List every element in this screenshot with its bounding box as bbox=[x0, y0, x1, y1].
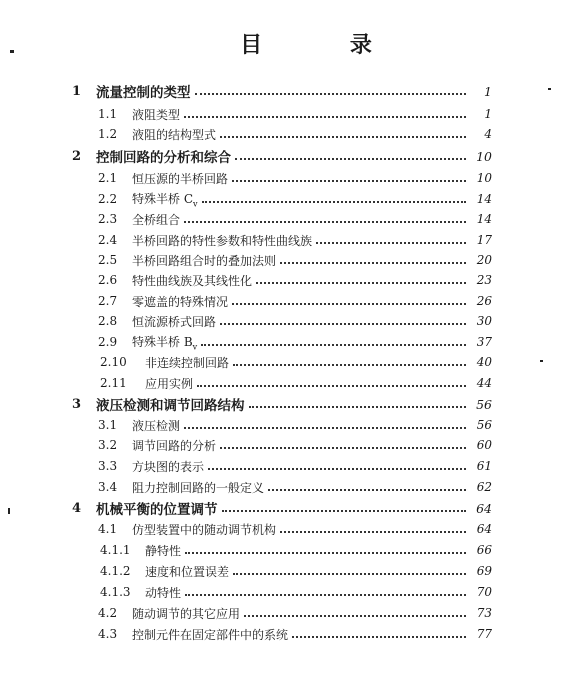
toc-entry-number: 2 bbox=[72, 148, 82, 164]
toc-entry-number: 2.9 bbox=[98, 335, 118, 349]
toc-entry bbox=[0, 394, 572, 414]
dot-leader bbox=[197, 385, 466, 387]
toc-entry-title: 非连续控制回路 bbox=[145, 355, 230, 370]
dot-leader bbox=[185, 552, 466, 554]
toc-entry bbox=[0, 189, 572, 209]
toc-entry-page: 10 bbox=[476, 148, 492, 164]
toc-entry bbox=[0, 168, 572, 188]
toc-entry-title: 半桥回路的特性参数和特性曲线族 bbox=[132, 233, 313, 248]
dot-leader bbox=[316, 242, 466, 244]
toc-entry-number: 2.3 bbox=[98, 212, 118, 226]
dot-leader bbox=[232, 180, 466, 182]
dot-leader bbox=[233, 573, 466, 575]
toc-entry-page: 62 bbox=[476, 480, 492, 494]
toc-entry-number: 2.7 bbox=[98, 294, 118, 308]
toc-entry-page: 26 bbox=[476, 294, 492, 308]
toc-entry-page: 4 bbox=[484, 127, 492, 141]
toc-entry-page: 30 bbox=[476, 314, 492, 328]
toc-entry-title: 机械平衡的位置调节 bbox=[96, 502, 218, 518]
toc-entry-number: 1 bbox=[72, 83, 82, 99]
toc-entry-number: 2.10 bbox=[100, 355, 127, 369]
toc-entry bbox=[0, 209, 572, 229]
toc-entry-page: 61 bbox=[476, 459, 492, 473]
toc-entry-number: 4.3 bbox=[98, 627, 118, 641]
toc-entry-page: 1 bbox=[484, 107, 492, 121]
toc-entry-subscript: v bbox=[193, 199, 198, 209]
dot-leader bbox=[184, 221, 466, 223]
toc-entry-number: 4.2 bbox=[98, 606, 118, 620]
toc-entry bbox=[0, 415, 572, 435]
toc-entry-title: 液阻的结构型式 bbox=[132, 127, 217, 142]
toc-entry-page: 73 bbox=[476, 606, 492, 620]
dot-leader bbox=[232, 303, 466, 305]
toc-entry bbox=[0, 561, 572, 581]
toc-entry-title: 液压检测 bbox=[132, 418, 181, 433]
toc-entry bbox=[0, 540, 572, 560]
toc-entry-number: 4.1.3 bbox=[100, 585, 131, 599]
toc-entry-title: 阻力控制回路的一般定义 bbox=[132, 480, 265, 495]
dot-leader bbox=[184, 427, 466, 429]
toc-entry-page: 66 bbox=[476, 543, 492, 557]
dot-leader bbox=[280, 262, 466, 264]
toc-entry bbox=[0, 146, 572, 166]
toc-entry-title: 恒流源桥式回路 bbox=[132, 314, 217, 329]
toc-entry-title: 液阻类型 bbox=[132, 107, 181, 122]
toc-entry-number: 2.2 bbox=[98, 192, 118, 206]
toc-entry bbox=[0, 435, 572, 455]
toc-entry-number: 2.8 bbox=[98, 314, 118, 328]
toc-entry bbox=[0, 603, 572, 623]
toc-entry bbox=[0, 519, 572, 539]
toc-entry-title: 特殊半桥 $C_v$ bbox=[132, 191, 198, 209]
toc-entry-page: 14 bbox=[476, 192, 492, 206]
toc-entry bbox=[0, 270, 572, 290]
toc-entry-number: 3.1 bbox=[98, 418, 118, 432]
toc-entry-subscript: v bbox=[192, 342, 198, 352]
toc-entry-title: 液压检测和调节回路结构 bbox=[96, 398, 245, 414]
dot-leader bbox=[220, 323, 466, 325]
toc-entry-page: 20 bbox=[476, 253, 492, 267]
dot-leader bbox=[220, 447, 466, 449]
toc-entry-title: 应用实例 bbox=[145, 376, 194, 391]
toc-entry bbox=[0, 624, 572, 644]
dot-leader bbox=[235, 158, 466, 160]
dot-leader bbox=[249, 406, 466, 408]
dot-leader bbox=[268, 489, 466, 491]
toc-entry-number: 2.5 bbox=[98, 253, 118, 267]
toc-entry-page: 37 bbox=[476, 335, 492, 349]
dot-leader bbox=[244, 615, 466, 617]
toc-entry-page: 17 bbox=[476, 233, 492, 247]
toc-entry bbox=[0, 104, 572, 124]
toc-entry-number: 4.1 bbox=[98, 522, 118, 536]
dot-leader bbox=[220, 136, 466, 138]
toc-entry-page: 10 bbox=[476, 171, 492, 185]
toc-entry-page: 40 bbox=[476, 355, 492, 369]
toc-entry-title: 调节回路的分析 bbox=[132, 438, 217, 453]
dot-leader bbox=[202, 201, 466, 203]
toc-entry-number: 4.1.2 bbox=[100, 564, 131, 578]
toc-entry-title: 半桥回路组合时的叠加法则 bbox=[132, 253, 277, 268]
toc-entry bbox=[0, 373, 572, 393]
dot-leader bbox=[195, 93, 466, 95]
toc-entry-title: 流量控制的类型 bbox=[96, 85, 191, 101]
toc-entry-number: 2.4 bbox=[98, 233, 118, 247]
toc-entry-title: 静特性 bbox=[145, 543, 182, 558]
toc-entry-page: 56 bbox=[476, 418, 492, 432]
toc-entry-page: 60 bbox=[476, 438, 492, 452]
toc-entry bbox=[0, 250, 572, 270]
toc-entry bbox=[0, 498, 572, 518]
toc-entry-title: 特殊半桥 $B_v$ bbox=[132, 334, 198, 352]
toc-entry-page: 77 bbox=[476, 627, 492, 641]
toc-entry bbox=[0, 311, 572, 331]
toc-entry-page: 56 bbox=[476, 396, 492, 412]
toc-entry-title: 恒压源的半桥回路 bbox=[132, 171, 229, 186]
dot-leader bbox=[280, 531, 466, 533]
toc-entry-title: 随动调节的其它应用 bbox=[132, 606, 241, 621]
toc-entry-page: 70 bbox=[476, 585, 492, 599]
toc-entry-number: 1.1 bbox=[98, 107, 118, 121]
dot-leader bbox=[208, 468, 466, 470]
toc-entry bbox=[0, 332, 572, 352]
toc-entry-number: 1.2 bbox=[98, 127, 118, 141]
toc-entry bbox=[0, 477, 572, 497]
toc-entry-title: 控制元件在固定部件中的系统 bbox=[132, 627, 289, 642]
toc-entry bbox=[0, 352, 572, 372]
toc-entry bbox=[0, 456, 572, 476]
toc-entry-page: 69 bbox=[476, 564, 492, 578]
toc-entry bbox=[0, 124, 572, 144]
toc-entry-page: 64 bbox=[476, 522, 492, 536]
toc-entry-title: 特性曲线族及其线性化 bbox=[132, 273, 253, 288]
toc-entry-title: 零遮盖的特殊情况 bbox=[132, 294, 229, 309]
toc-entry-page: 23 bbox=[476, 273, 492, 287]
dot-leader bbox=[222, 510, 466, 512]
toc-entry-title: 仿型装置中的随动调节机构 bbox=[132, 522, 277, 537]
toc-entry-number: 2.6 bbox=[98, 273, 118, 287]
scan-mark bbox=[10, 50, 14, 53]
toc-entry-page: 1 bbox=[484, 83, 492, 99]
toc-entry bbox=[0, 81, 572, 101]
toc-entry-number: 2.11 bbox=[100, 376, 127, 390]
toc-entry-number: 3.3 bbox=[98, 459, 118, 473]
toc-entry-number: 3.2 bbox=[98, 438, 118, 452]
dot-leader bbox=[292, 636, 466, 638]
toc-entry-title: 控制回路的分析和综合 bbox=[96, 150, 231, 166]
toc-entry-number: 3 bbox=[72, 396, 82, 412]
page-title: 目 录 bbox=[240, 33, 412, 58]
toc-entry-page: 44 bbox=[476, 376, 492, 390]
toc-entry-number: 4 bbox=[72, 500, 82, 516]
toc-entry bbox=[0, 291, 572, 311]
toc-entry-page: 14 bbox=[476, 212, 492, 226]
dot-leader bbox=[184, 116, 466, 118]
toc-entry-title: 动特性 bbox=[145, 585, 182, 600]
toc-entry bbox=[0, 230, 572, 250]
dot-leader bbox=[185, 594, 466, 596]
toc-entry-title: 全桥组合 bbox=[132, 212, 181, 227]
toc-entry-title: 速度和位置误差 bbox=[145, 564, 230, 579]
dot-leader bbox=[256, 282, 466, 284]
dot-leader bbox=[201, 344, 466, 346]
toc-entry-number: 2.1 bbox=[98, 171, 118, 185]
toc-entry-number: 3.4 bbox=[98, 480, 118, 494]
toc-entry-number: 4.1.1 bbox=[100, 543, 131, 557]
dot-leader bbox=[233, 364, 466, 366]
toc-entry bbox=[0, 582, 572, 602]
toc-entry-page: 64 bbox=[476, 500, 492, 516]
toc-entry-title: 方块图的表示 bbox=[132, 459, 205, 474]
